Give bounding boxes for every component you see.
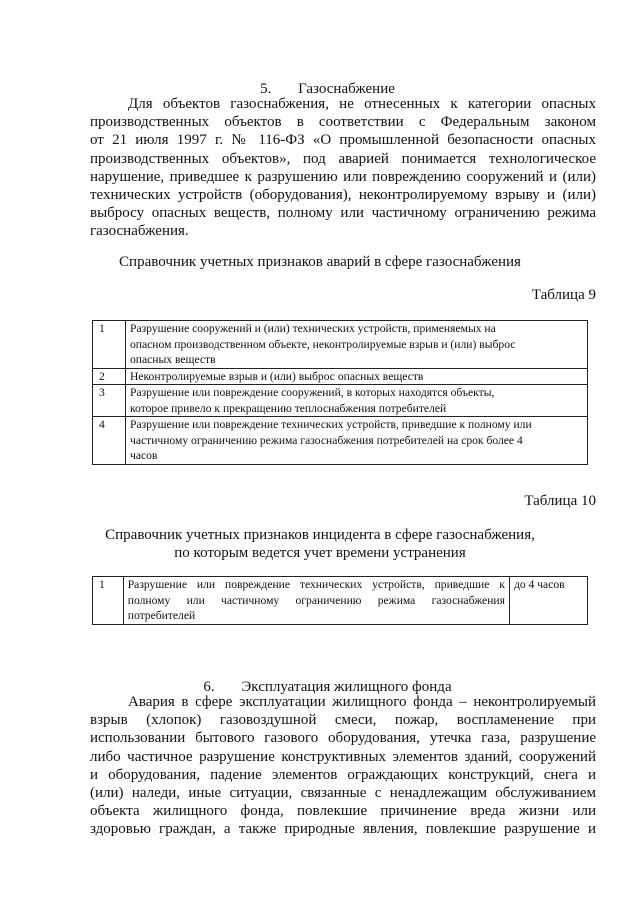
paragraph-line: использовании бытового газового оборудования, утечка газа, разрушение: [90, 730, 596, 747]
paragraph-line: Для объектов газоснабжения, не отнесенных к категории опасных: [128, 96, 596, 112]
table-row: [93, 417, 588, 465]
paragraph-line: производственных объектов в соответствии с Федеральным законом: [90, 114, 596, 131]
table-10-caption-line: по которым ведется учет времени устранения: [174, 545, 466, 561]
row-text-line: которое привело к прекращению теплоснабжения потребителей: [130, 401, 447, 415]
table-10-label: Таблица 10: [524, 493, 596, 509]
row-text-line: частичному ограничению режима газоснабжения потребителей на срок более 4: [130, 433, 523, 447]
row-text-line: опасном производственном объекте, неконтролируемые взрыв и (или) выброс: [130, 337, 516, 351]
table-row: [93, 577, 588, 625]
row-text-line: Неконтролируемые взрыв и (или) выброс опасных веществ: [130, 369, 424, 383]
table-9-caption: Справочник учетных признаков аварий в сфере газоснабжения: [119, 254, 521, 270]
paragraph-line: и оборудования, падение элементов ограждающих конструкций, снега и: [90, 766, 596, 783]
paragraph-line: Авария в сфере эксплуатации жилищного фонда – неконтролируемый: [128, 694, 596, 710]
paragraph-line: либо частичное разрушение конструктивных элементов зданий, сооружений: [90, 748, 596, 765]
row-number: 1: [93, 577, 124, 625]
row-text: [123, 577, 509, 625]
row-text: [126, 368, 588, 385]
section-6-paragraph: [90, 693, 596, 839]
table-10-caption: [0, 526, 640, 562]
paragraph-line: здоровью граждан, а также природные явления, повлекшие разрушение и: [90, 821, 596, 838]
paragraph-line: производственных объектов», под аварией понимается технологическое: [90, 150, 596, 167]
row-text-line: Разрушение или повреждение технических устройств, приведшие к: [127, 578, 505, 591]
table-10-caption-line: Справочник учетных признаков инцидента в сфере газоснабжения,: [105, 527, 535, 543]
table-9-label: Таблица 9: [531, 287, 596, 303]
section-5-title: Газоснабжение: [298, 81, 395, 97]
table-row: [93, 321, 588, 369]
paragraph-line: нарушение, приведшее к разрушению или повреждению сооружений и (или): [90, 168, 596, 185]
paragraph-line: объекта жилищного фонда, повлекшие причинение вреда жизни или: [90, 803, 596, 820]
paragraph-line: взрыв (хлопок) газовоздушной смеси, пожар, воспламенение при: [90, 712, 596, 729]
row-text-line: часов: [130, 449, 158, 462]
row-text-line: Разрушение или повреждение сооружений, в которых находятся объекты,: [130, 386, 495, 399]
row-text: [126, 321, 588, 369]
paragraph-line: газоснабжения.: [90, 223, 189, 240]
row-text: [126, 385, 588, 417]
paragraph-line: технических устройств (оборудования), неконтролируемому взрыву и (или): [90, 187, 596, 204]
table-10: [92, 576, 588, 625]
table-9: [92, 320, 588, 465]
row-text-line: Разрушение или повреждение технических устройств, приведшие к полному или: [130, 418, 532, 431]
paragraph-line: (или) наледи, иные ситуации, связанные с ненадлежащим обслуживанием: [90, 785, 596, 802]
section-6-title: Эксплуатация жилищного фонда: [241, 679, 452, 695]
row-number: 4: [93, 417, 126, 465]
section-5-paragraph: [90, 95, 596, 241]
paragraph-line: выбросу опасных веществ, полному или частичному ограничению режима: [90, 205, 596, 222]
row-number: 1: [93, 321, 126, 369]
row-text-line: полному или частичному ограничению режима газоснабжения: [127, 593, 505, 607]
table-row: [93, 368, 588, 385]
row-number: 3: [93, 385, 126, 417]
row-text-line: Разрушение сооружений и (или) технических устройств, применяемых на: [130, 322, 496, 335]
row-number: 2: [93, 368, 126, 385]
row-text: [126, 417, 588, 465]
row-time: до 4 часов: [509, 577, 587, 625]
table-row: [93, 385, 588, 417]
row-text-line: опасных веществ: [130, 353, 216, 366]
section-5-number: 5.: [260, 81, 272, 97]
row-text-line: потребителей: [127, 609, 196, 622]
paragraph-line: от 21 июля 1997 г. № 116-ФЗ «О промышленной безопасности опасных: [90, 132, 596, 149]
section-6-number: 6.: [203, 679, 215, 695]
